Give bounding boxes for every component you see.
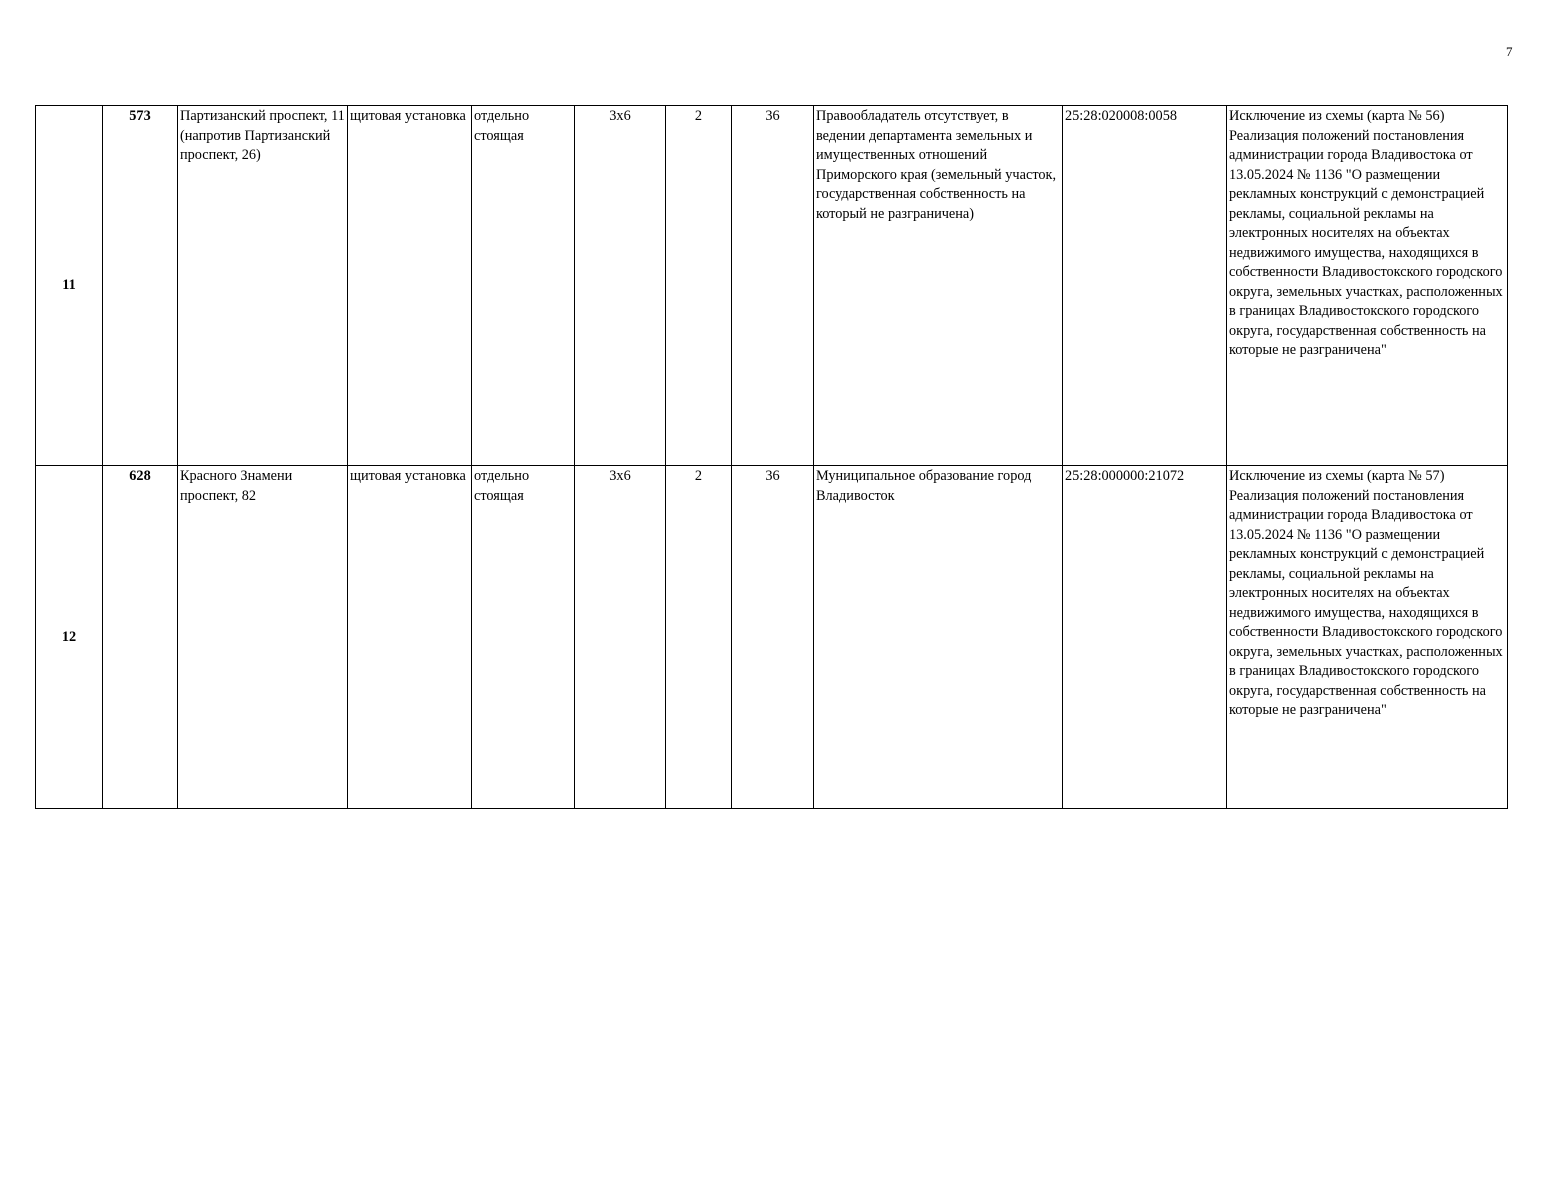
note-cell: Исключение из схемы (карта № 57) Реализация положений постановления администрации города Владивостока от 13.05.2024 № 1136 "О размещении рекламных конструкций с демонстрацией рекламы, социальной рекламы на электронных носителях на объектах недвижимого имущества, находящихся в собственности Владивостокского городского округа, земельных участках, расположенных в границах Владивостокского городского округа, государственная собственность на которые не разграничена" xyxy=(1227,466,1508,809)
area-cell: 36 xyxy=(732,106,814,466)
owner-cell: Правообладатель отсутствует, в ведении департамента земельных и имущественных отношений Приморского края (земельный участок, государственная собственность на который не разграничена) xyxy=(814,106,1063,466)
cadastral-number-cell: 25:28:000000:21072 xyxy=(1063,466,1227,809)
size-cell: 3х6 xyxy=(575,466,666,809)
size-cell: 3х6 xyxy=(575,106,666,466)
placement-cell: отдельно стоящая xyxy=(472,106,575,466)
address-cell: Красного Знамени проспект, 82 xyxy=(178,466,348,809)
structure-type-cell: щитовая установка xyxy=(348,466,472,809)
row-index-cell: 12 xyxy=(36,466,103,809)
address-cell: Партизанский проспект, 11 (напротив Партизанский проспект, 26) xyxy=(178,106,348,466)
cadastral-number-cell: 25:28:020008:0058 xyxy=(1063,106,1227,466)
table-row xyxy=(36,466,1508,809)
sides-cell: 2 xyxy=(666,106,732,466)
advertising-structures-table xyxy=(35,105,1508,809)
owner-cell: Муниципальное образование город Владивосток xyxy=(814,466,1063,809)
sides-cell: 2 xyxy=(666,466,732,809)
row-index-cell: 11 xyxy=(36,106,103,466)
area-cell: 36 xyxy=(732,466,814,809)
note-cell: Исключение из схемы (карта № 56) Реализация положений постановления администрации города Владивостока от 13.05.2024 № 1136 "О размещении рекламных конструкций с демонстрацией рекламы, социальной рекламы на электронных носителях на объектах недвижимого имущества, находящихся в собственности Владивостокского городского округа, земельных участках, расположенных в границах Владивостокского городского округа, государственная собственность на которые не разграничена" xyxy=(1227,106,1508,466)
structure-number-cell: 573 xyxy=(103,106,178,466)
structure-number-cell: 628 xyxy=(103,466,178,809)
table-row xyxy=(36,106,1508,466)
structure-type-cell: щитовая установка xyxy=(348,106,472,466)
page-number: 7 xyxy=(1506,44,1513,59)
placement-cell: отдельно стоящая xyxy=(472,466,575,809)
